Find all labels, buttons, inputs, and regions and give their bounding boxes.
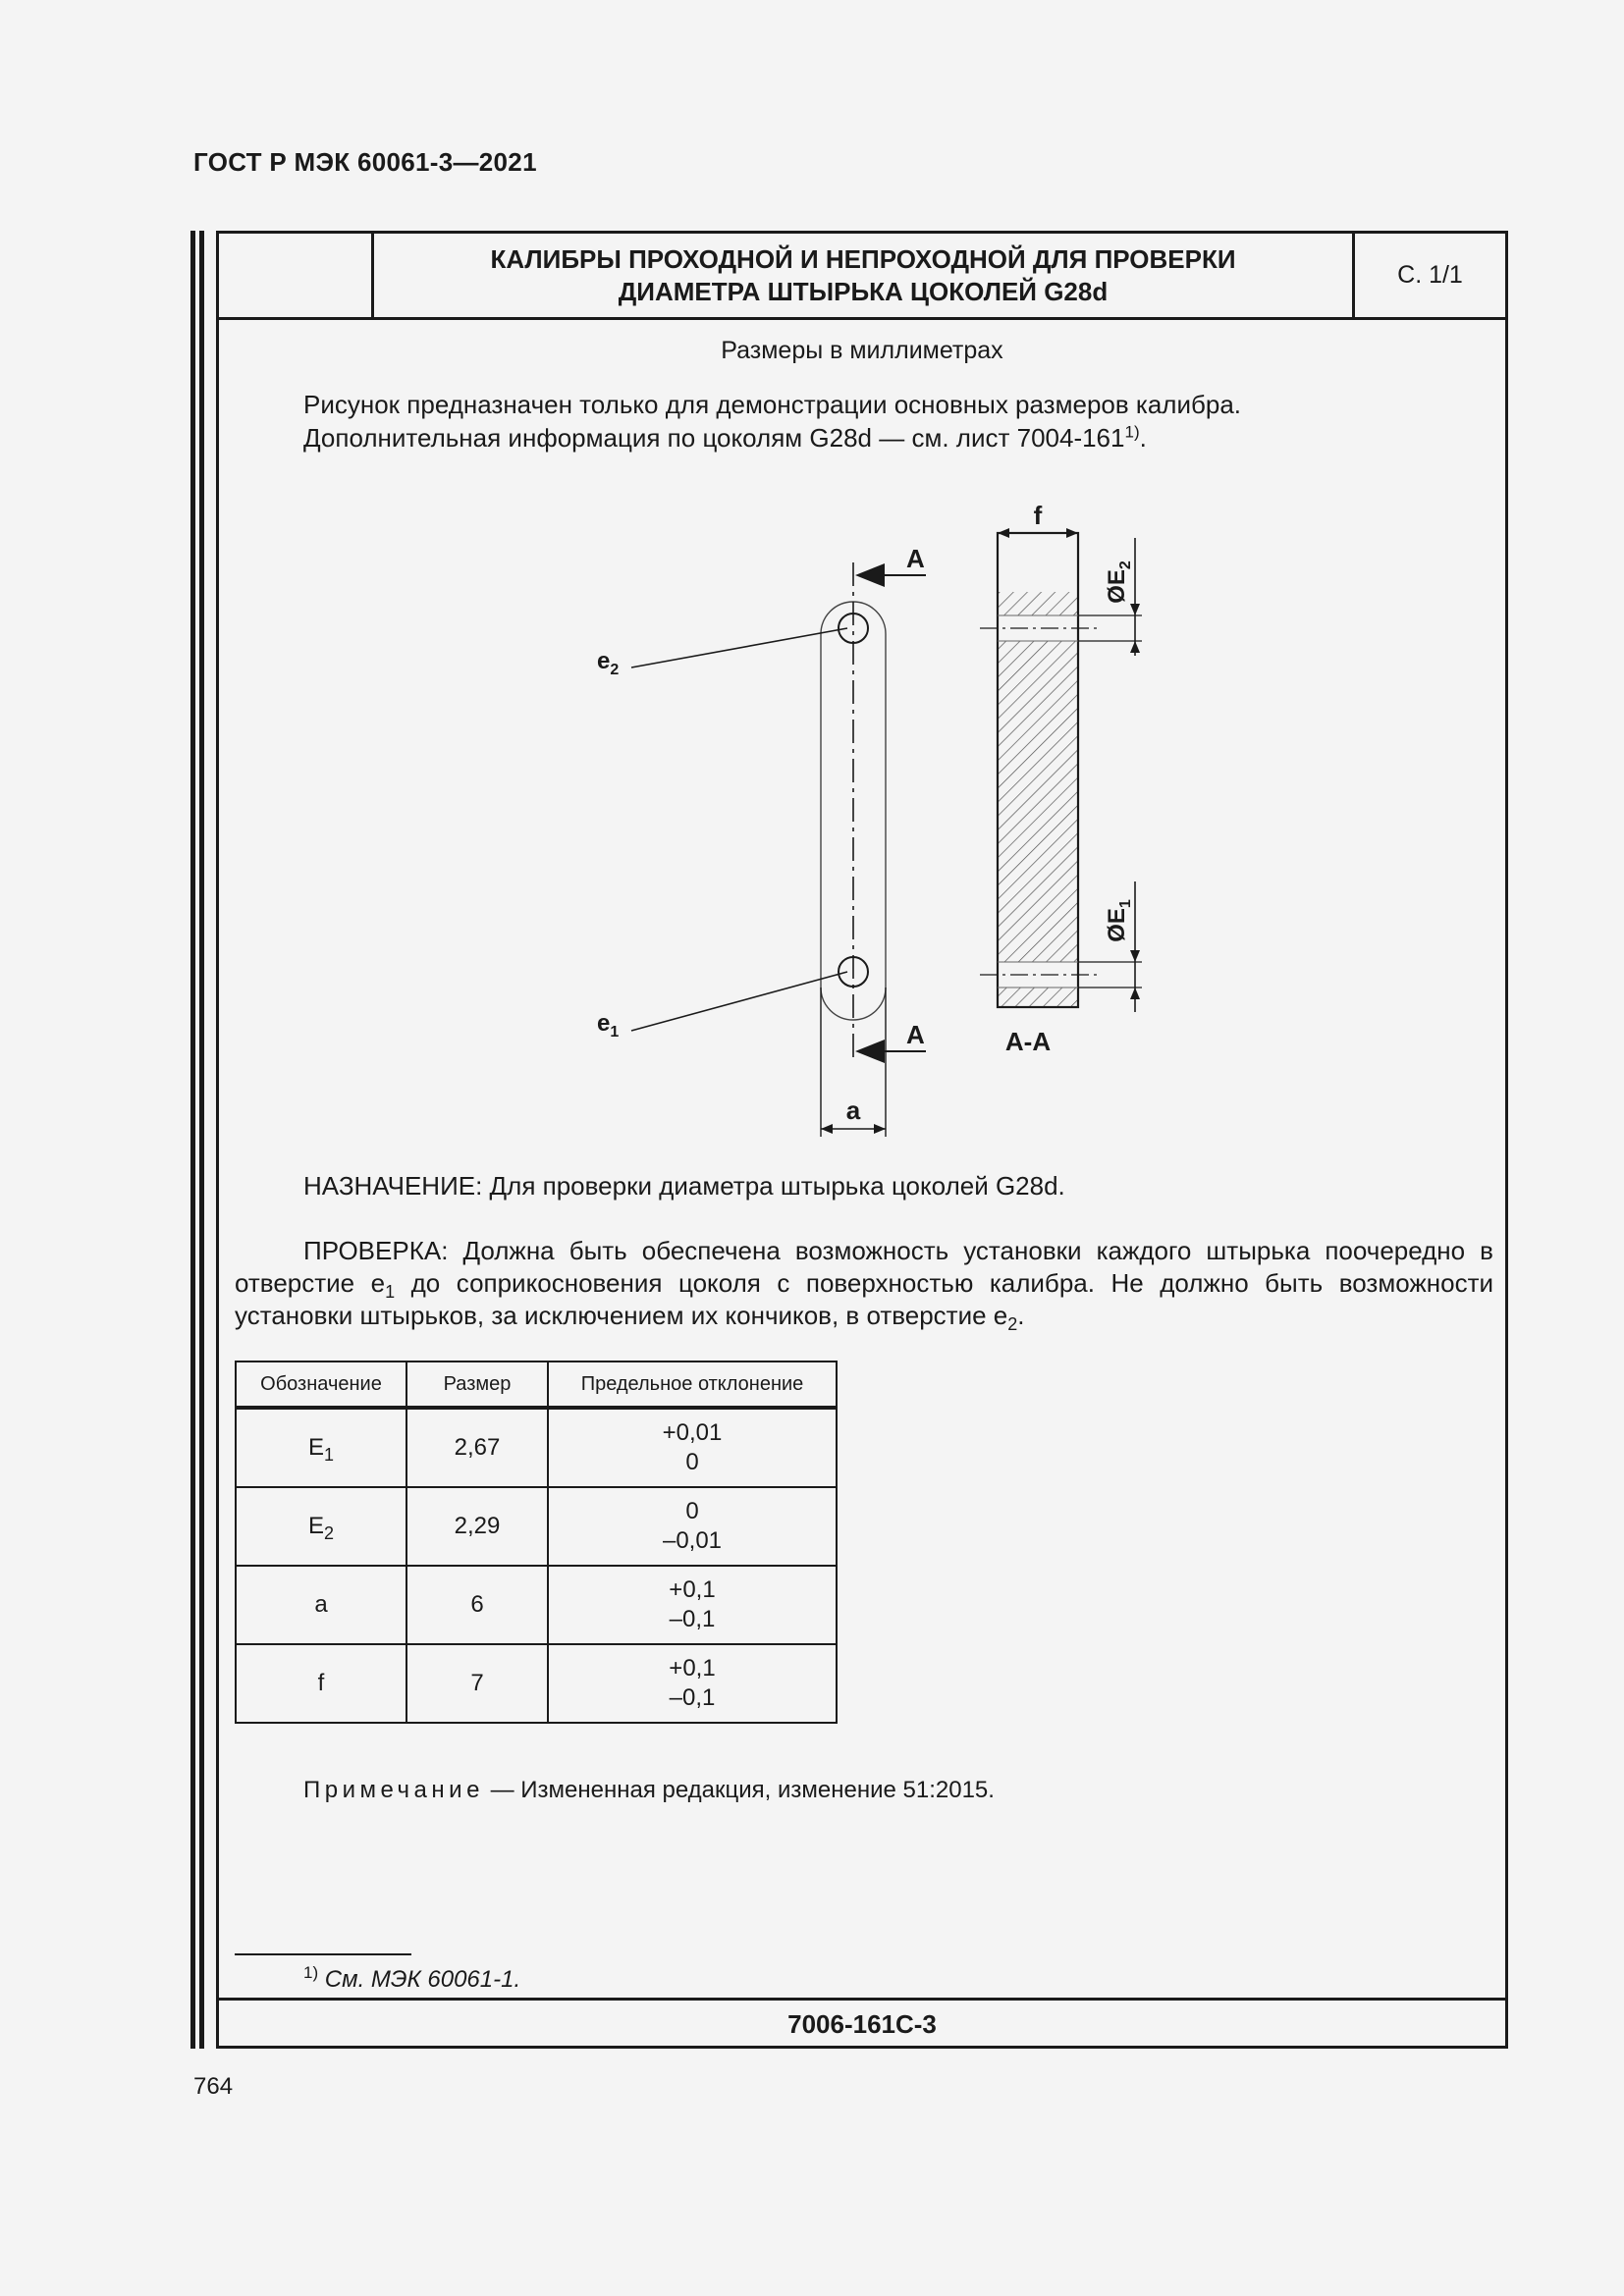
cell-tolerance: +0,1 –0,1 — [548, 1644, 837, 1723]
sheet-frame — [216, 231, 1508, 2049]
cell-symbol: $E_2$ — [236, 1487, 406, 1566]
label-e2: $e_2$ — [597, 648, 620, 678]
table-row — [236, 1408, 837, 1487]
dim-E1-arrow — [1130, 988, 1140, 999]
section-arrow-top — [855, 563, 885, 587]
check-text — [235, 1235, 1494, 1335]
header-tolerance: Предельное отклонение — [548, 1362, 837, 1408]
label-dim-E1: $ØE_1$ — [1104, 899, 1134, 942]
header-size: Размер — [406, 1362, 548, 1408]
section-hatch-bottom — [998, 988, 1078, 1007]
cell-size: 2,67 — [406, 1408, 548, 1487]
purpose-text: НАЗНАЧЕНИЕ: Для проверки диаметра штырька цоколей G28d. — [303, 1171, 1065, 1201]
dim-E2-arrow — [1130, 604, 1140, 615]
table-row — [236, 1487, 837, 1566]
sheet-title: КАЛИБРЫ ПРОХОДНОЙ И НЕПРОХОДНОЙ ДЛЯ ПРОВЕРКИ ДИАМЕТРА ШТЫРЬКА ЦОКОЛЕЙ G28d — [490, 243, 1236, 306]
section-marker-bottom: A — [906, 1020, 925, 1049]
check-part-1: ПРОВЕРКА: Должна быть обеспечена возможность установки каждого штырька поочередно в отверстие e — [235, 1236, 1493, 1298]
check-part-3: . — [1017, 1301, 1025, 1330]
label-dim-f: f — [1033, 501, 1043, 530]
cell-symbol: $E_1$ — [236, 1408, 406, 1487]
gauge-drawing — [219, 234, 1505, 1215]
leader-e1 — [631, 972, 847, 1031]
dim-f-arrow-left — [998, 528, 1009, 538]
dim-a-arrow-right — [874, 1124, 886, 1134]
cell-symbol: f — [236, 1644, 406, 1723]
section-marker-top: A — [906, 544, 925, 573]
footnote — [303, 1963, 520, 1994]
intro-line-2-end: . — [1139, 423, 1147, 453]
footnote-ref: 1) — [1124, 422, 1140, 442]
binding-line — [199, 231, 204, 2049]
section-hatch-top — [998, 592, 1078, 615]
units-note: Размеры в миллиметрах — [721, 337, 1003, 364]
label-dim-E2: $ØE_2$ — [1104, 561, 1134, 604]
cell-tolerance: +0,01 0 — [548, 1408, 837, 1487]
dimensions-table — [235, 1361, 838, 1724]
section-label: A-A — [1004, 1027, 1052, 1056]
cell-size: 6 — [406, 1566, 548, 1644]
check-part-2: до соприкосновения цоколя с поверхностью калибра. Не должно быть возможности установки штырьков, за исключением их кончиков, в отверстие e — [235, 1268, 1494, 1330]
binding-line — [190, 231, 195, 2049]
footnote-text: См. МЭК 60061-1. — [318, 1966, 521, 1993]
intro-line-2-text: Дополнительная информация по цоколям G28d — см. лист 7004-161 — [303, 423, 1125, 453]
dim-E2-arrow — [1130, 641, 1140, 653]
sheet-number: С. 1/1 — [1352, 234, 1505, 317]
check-sub-1: 1 — [385, 1282, 396, 1303]
intro-line-1: Рисунок предназначен только для демонстрации основных размеров калибра. — [303, 390, 1242, 419]
dim-f-arrow-right — [1066, 528, 1078, 538]
table-row — [236, 1566, 837, 1644]
note — [303, 1777, 995, 1804]
table-row — [236, 1644, 837, 1723]
document-standard-header: ГОСТ Р МЭК 60061-3—2021 — [193, 147, 537, 177]
check-sub-2: 2 — [1007, 1314, 1018, 1335]
note-label: Примечание — [303, 1777, 484, 1803]
note-text: — Измененная редакция, изменение 51:2015. — [483, 1777, 995, 1803]
cell-tolerance: +0,1 –0,1 — [548, 1566, 837, 1644]
cell-symbol: a — [236, 1566, 406, 1644]
dim-a-arrow-left — [821, 1124, 833, 1134]
cell-tolerance: 0 –0,01 — [548, 1487, 837, 1566]
cell-size: 2,29 — [406, 1487, 548, 1566]
header-designation: Обозначение — [236, 1362, 406, 1408]
label-e1: $e_1$ — [597, 1010, 620, 1041]
leader-e2 — [631, 628, 847, 667]
cell-size: 7 — [406, 1644, 548, 1723]
label-dim-a: a — [845, 1095, 861, 1125]
footnote-rule — [235, 1953, 411, 1955]
dim-E1-arrow — [1130, 950, 1140, 962]
page-number: 764 — [193, 2073, 234, 2100]
table-header-row — [236, 1362, 837, 1408]
footnote-mark: 1) — [303, 1963, 319, 1982]
section-hatch-mid — [998, 641, 1078, 962]
sheet-code: 7006-161С-3 — [219, 1998, 1505, 2049]
section-arrow-bottom — [855, 1040, 885, 1063]
